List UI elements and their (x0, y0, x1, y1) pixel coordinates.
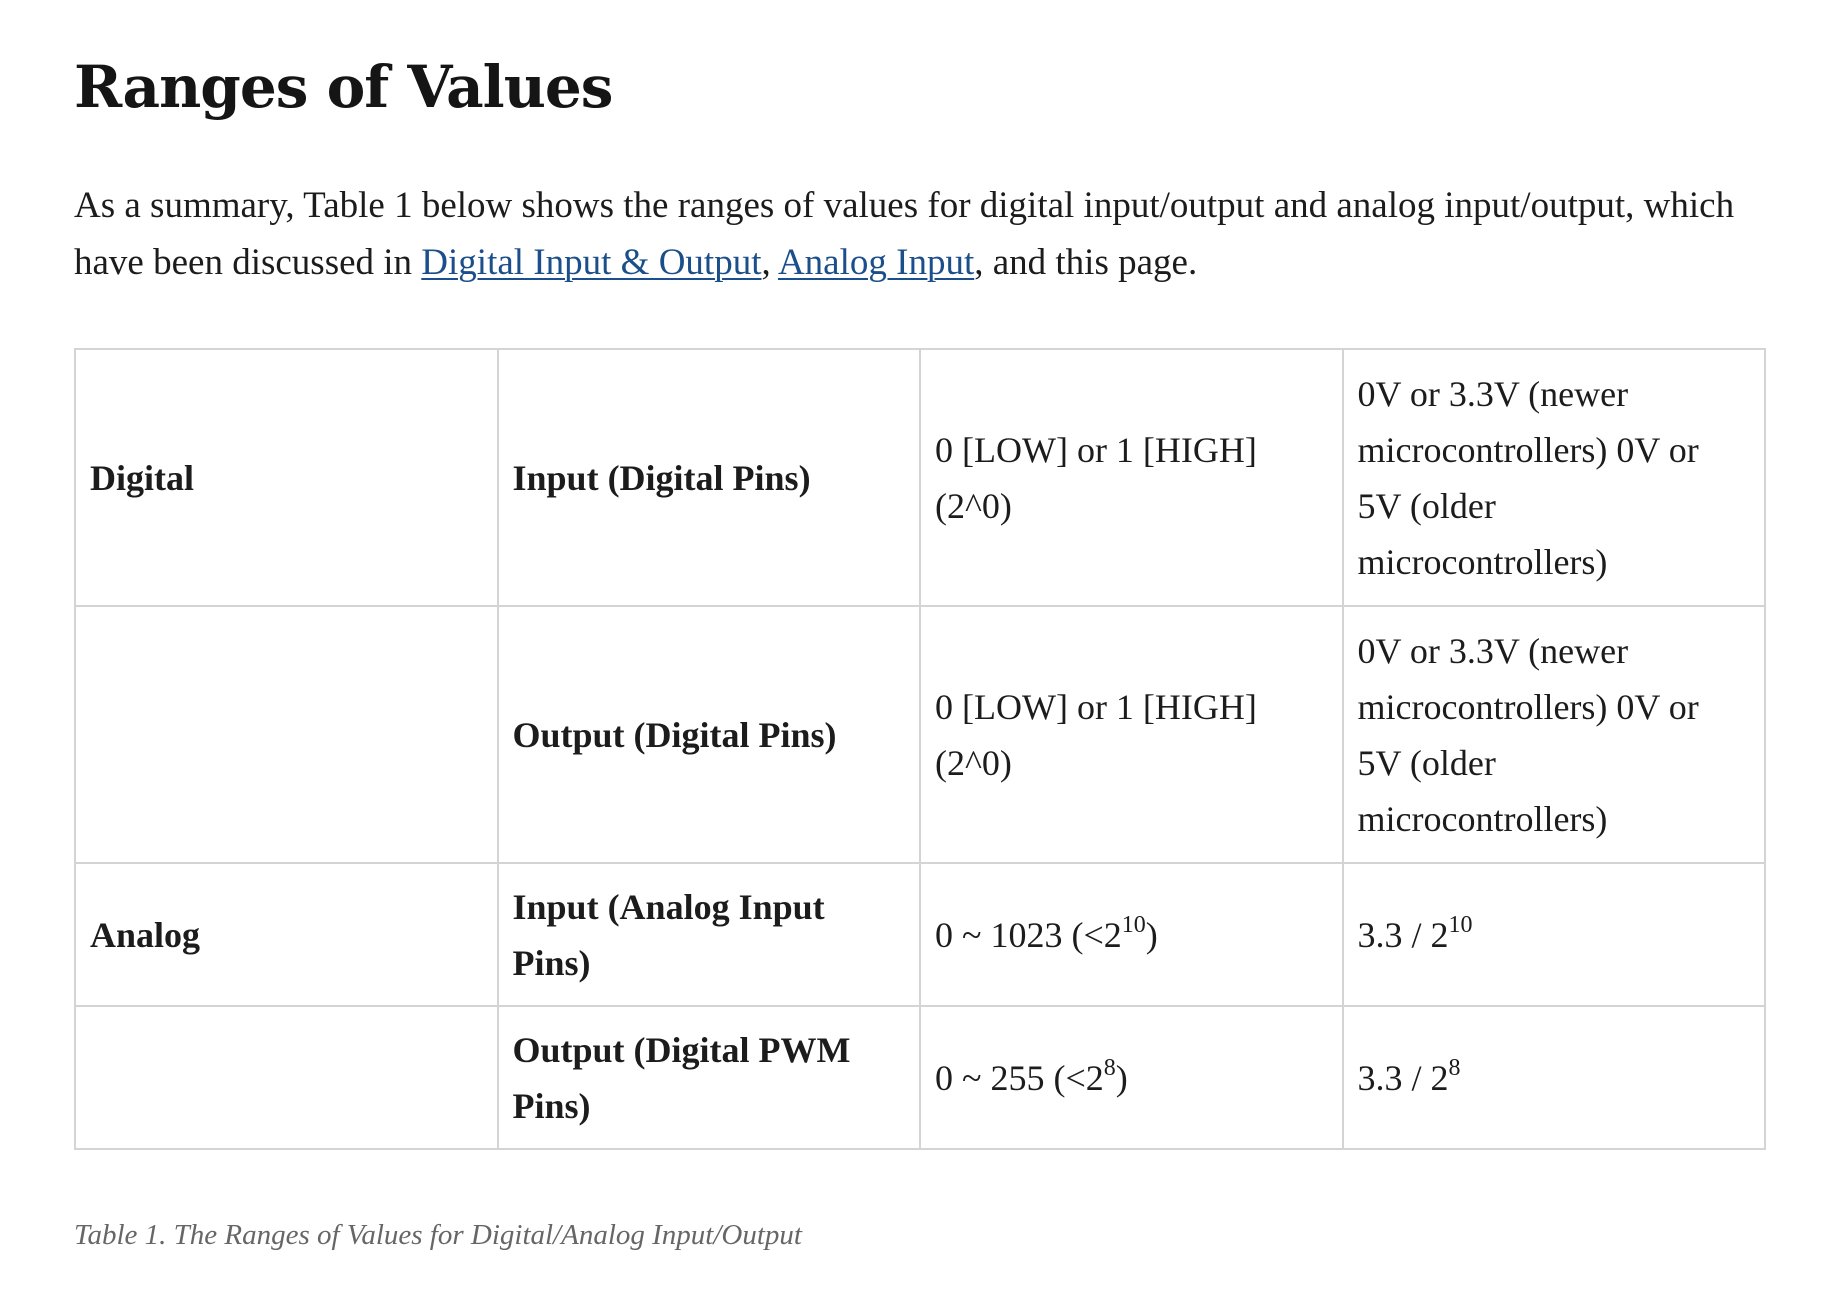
cell-io: Input (Analog Input Pins) (498, 863, 921, 1006)
page-title: Ranges of Values (74, 53, 613, 121)
ranges-table (74, 348, 1766, 1150)
table-row (75, 863, 1765, 1006)
range-base: 0 ~ 255 (<2 (935, 1057, 1104, 1098)
cell-io: Output (Digital PWM Pins) (498, 1006, 921, 1149)
cell-voltage (1343, 1006, 1766, 1149)
intro-paragraph (74, 177, 1774, 291)
range-base: 0 ~ 1023 (<2 (935, 914, 1122, 955)
cell-category (75, 1006, 498, 1149)
cell-voltage: 0V or 3.3V (newer microcontrollers) 0V or 5V (older microcontrollers) (1343, 606, 1766, 863)
intro-text-before: As a summary, Table 1 below shows the ranges of values for digital input/output and analog input/output, which have been discussed in (74, 185, 1735, 283)
voltage-base: 3.3 / 2 (1357, 1057, 1449, 1098)
cell-voltage: 0V or 3.3V (newer microcontrollers) 0V or 5V (older microcontrollers) (1343, 349, 1766, 606)
cell-voltage (1343, 863, 1766, 1006)
voltage-exponent: 8 (1448, 1054, 1461, 1081)
cell-category: Digital (75, 349, 498, 606)
table-row (75, 606, 1765, 863)
cell-io: Input (Digital Pins) (498, 349, 921, 606)
range-tail: ) (1115, 1057, 1128, 1098)
voltage-base: 3.3 / 2 (1357, 914, 1449, 955)
range-tail: ) (1145, 914, 1158, 955)
table-caption: Table 1. The Ranges of Values for Digital/Analog Input/Output (74, 1219, 802, 1251)
intro-text-after: , and this page. (974, 242, 1198, 283)
cell-range: 0 [LOW] or 1 [HIGH] (2^0) (920, 349, 1343, 606)
cell-range (920, 863, 1343, 1006)
voltage-exponent: 10 (1448, 911, 1473, 938)
link-digital-input-output[interactable]: Digital Input & Output (421, 242, 762, 283)
cell-category: Analog (75, 863, 498, 1006)
cell-io: Output (Digital Pins) (498, 606, 921, 863)
link-analog-input[interactable]: Analog Input (777, 242, 975, 283)
table-row (75, 349, 1765, 606)
cell-range (920, 1006, 1343, 1149)
range-exponent: 8 (1103, 1054, 1116, 1081)
cell-category (75, 606, 498, 863)
table-row (75, 1006, 1765, 1149)
intro-separator: , (761, 242, 778, 283)
range-exponent: 10 (1121, 911, 1146, 938)
cell-range: 0 [LOW] or 1 [HIGH] (2^0) (920, 606, 1343, 863)
